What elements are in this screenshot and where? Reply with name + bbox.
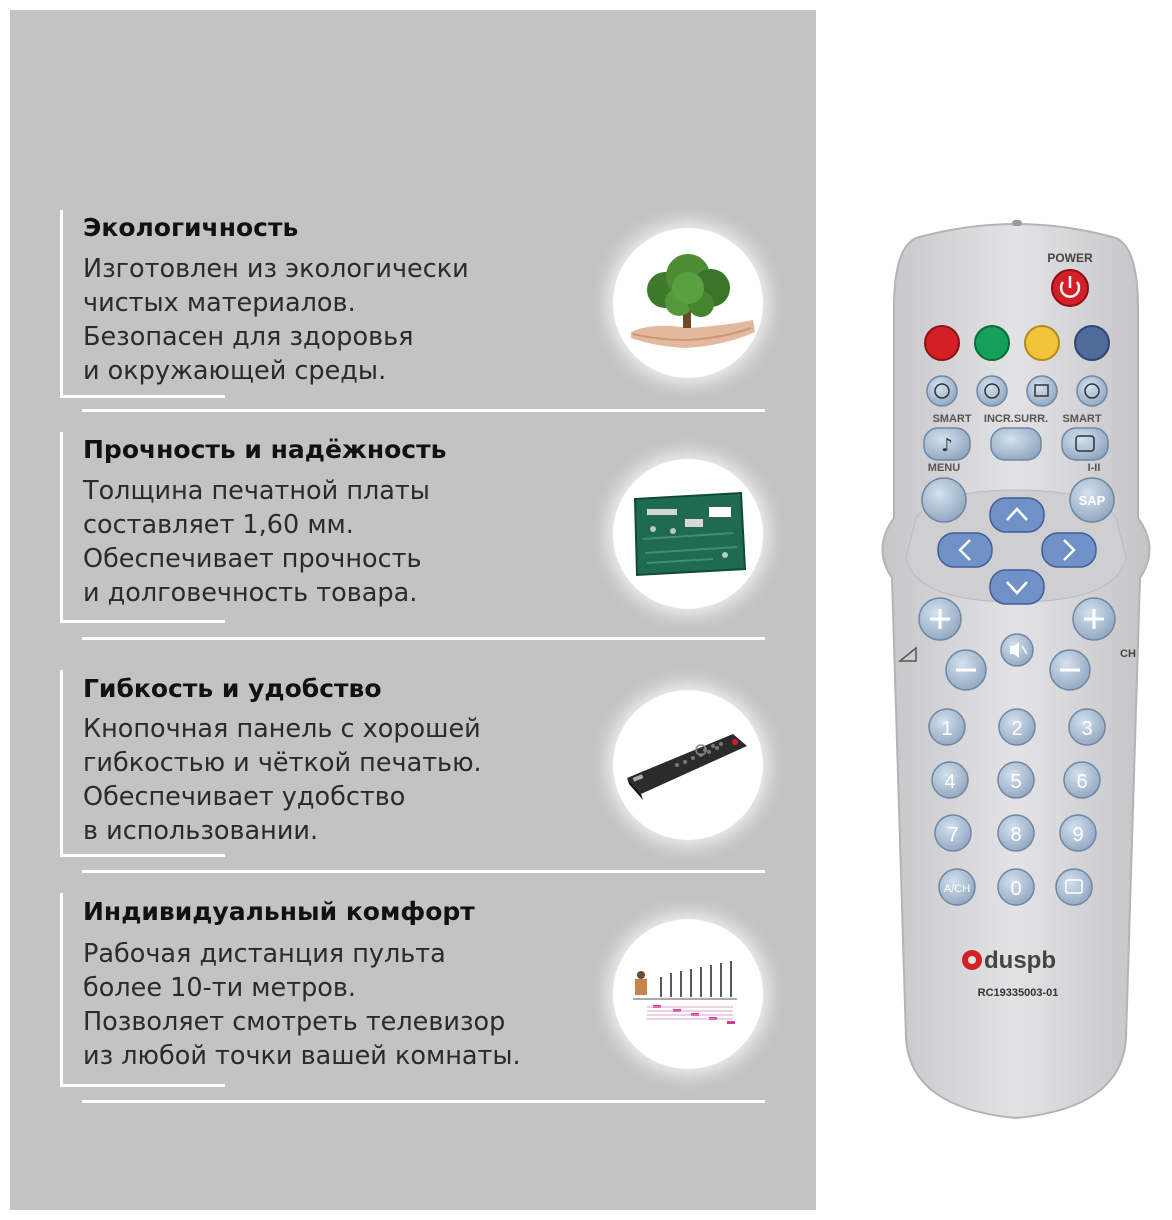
svg-text:7: 7 <box>947 824 959 846</box>
feature-divider-long <box>82 1100 765 1103</box>
svg-text:2: 2 <box>1011 718 1023 740</box>
feature-line: Толщина печатной платы <box>83 476 430 506</box>
blue-key-button[interactable] <box>1075 326 1109 360</box>
volume-down-button[interactable] <box>946 650 986 690</box>
sap-label: SAP <box>1078 493 1106 508</box>
avch-button[interactable] <box>939 869 975 905</box>
power-button[interactable] <box>1052 270 1088 306</box>
red-key-button[interactable] <box>925 326 959 360</box>
smart-screen-button[interactable] <box>1062 428 1108 460</box>
feature-divider-short <box>60 854 225 857</box>
feature-line: составляет 1,60 мм. <box>83 510 354 540</box>
digit-2-button[interactable] <box>999 709 1035 745</box>
feature-title: Экологичность <box>83 213 299 242</box>
distance-diagram-icon <box>613 919 763 1069</box>
svg-text:4: 4 <box>944 771 956 793</box>
brand-name: duspb <box>984 947 1056 974</box>
feature-line: Позволяет смотреть телевизор <box>83 1007 506 1037</box>
digit-6-button[interactable] <box>1064 762 1100 798</box>
smart-music-button[interactable] <box>924 428 970 460</box>
feature-divider-short <box>60 620 225 623</box>
feature-divider-long <box>82 637 765 640</box>
yellow-key-button[interactable] <box>1025 326 1059 360</box>
feature-line: Безопасен для здоровья <box>83 322 414 352</box>
remote-control-image <box>876 218 1156 1123</box>
green-key-button[interactable] <box>975 326 1009 360</box>
circuit-board-icon <box>613 459 763 609</box>
feature-line: гибкостью и чёткой печатью. <box>83 748 482 778</box>
digit-7-button[interactable] <box>935 815 971 851</box>
feature-divider-vertical <box>60 210 63 397</box>
digit-0-button[interactable] <box>998 869 1034 905</box>
feature-divider-long <box>82 409 765 412</box>
svg-text:8: 8 <box>1010 824 1022 846</box>
teletext-button[interactable] <box>1056 869 1092 905</box>
feature-line: Изготовлен из экологически <box>83 254 469 284</box>
feature-line: Обеспечивает прочность <box>83 544 422 574</box>
feature-title: Прочность и надёжность <box>83 435 447 464</box>
smart-left-label: SMART <box>932 413 972 425</box>
feature-eco <box>60 210 765 420</box>
feature-divider-vertical <box>60 670 63 856</box>
t-ii-label: I-II <box>1087 462 1101 474</box>
svg-text:♪: ♪ <box>941 435 953 456</box>
mute-button[interactable] <box>1001 634 1033 666</box>
feature-line: и долговечность товара. <box>83 578 418 608</box>
feature-line: и окружающей среды. <box>83 356 387 386</box>
feature-line: чистых материалов. <box>83 288 356 318</box>
svg-text:1: 1 <box>941 718 953 740</box>
channel-up-button[interactable] <box>1073 598 1115 640</box>
feature-flexibility <box>60 670 765 880</box>
smart-right-label: SMART <box>1062 413 1102 425</box>
digit-8-button[interactable] <box>998 815 1034 851</box>
svg-text:0: 0 <box>1010 878 1022 900</box>
feature-divider-short <box>60 1084 225 1087</box>
feature-line: из любой точки вашей комнаты. <box>83 1041 521 1071</box>
digit-1-button[interactable] <box>929 709 965 745</box>
digit-5-button[interactable] <box>998 762 1034 798</box>
sleep-button[interactable] <box>977 376 1007 406</box>
menu-button[interactable] <box>922 478 966 522</box>
incr-surr-button[interactable] <box>991 428 1041 460</box>
volume-up-button[interactable] <box>919 598 961 640</box>
feature-divider-long <box>82 870 765 873</box>
menu-label: MENU <box>927 462 961 474</box>
ch-label: CH <box>1120 648 1136 660</box>
svg-text:A/CH: A/CH <box>943 883 971 895</box>
feature-divider-vertical <box>60 893 63 1086</box>
right-arrow-button[interactable] <box>1042 533 1096 567</box>
digit-4-button[interactable] <box>932 762 968 798</box>
digit-9-button[interactable] <box>1060 815 1096 851</box>
svg-text:9: 9 <box>1072 824 1084 846</box>
sap-button[interactable] <box>1070 478 1114 522</box>
feature-divider-vertical <box>60 432 63 622</box>
feature-line: в использовании. <box>83 816 319 846</box>
feature-durability <box>60 432 765 642</box>
feature-comfort <box>60 893 765 1113</box>
feature-title: Индивидуальный комфорт <box>83 897 475 926</box>
power-label: POWER <box>1047 251 1093 265</box>
feature-line: более 10-ти метров. <box>83 973 356 1003</box>
smart-sound-button[interactable] <box>1077 376 1107 406</box>
channel-down-button[interactable] <box>1050 650 1090 690</box>
svg-text:3: 3 <box>1081 718 1093 740</box>
svg-text:5: 5 <box>1010 771 1022 793</box>
feature-line: Кнопочная панель с хорошей <box>83 714 481 744</box>
feature-divider-short <box>60 395 225 398</box>
svg-text:6: 6 <box>1076 771 1088 793</box>
up-arrow-button[interactable] <box>990 498 1044 532</box>
feature-line: Обеспечивает удобство <box>83 782 406 812</box>
feature-title: Гибкость и удобство <box>83 674 382 703</box>
down-arrow-button[interactable] <box>990 570 1044 604</box>
remote-control-icon <box>613 690 763 840</box>
digit-3-button[interactable] <box>1069 709 1105 745</box>
feature-line: Рабочая дистанция пульта <box>83 939 446 969</box>
model-number: RC19335003-01 <box>977 987 1059 999</box>
smart-picture-button[interactable] <box>927 376 957 406</box>
input-button[interactable] <box>1027 376 1057 406</box>
incr-surr-label: INCR.SURR. <box>983 413 1049 425</box>
tree-in-hand-icon <box>613 228 763 378</box>
left-arrow-button[interactable] <box>938 533 992 567</box>
